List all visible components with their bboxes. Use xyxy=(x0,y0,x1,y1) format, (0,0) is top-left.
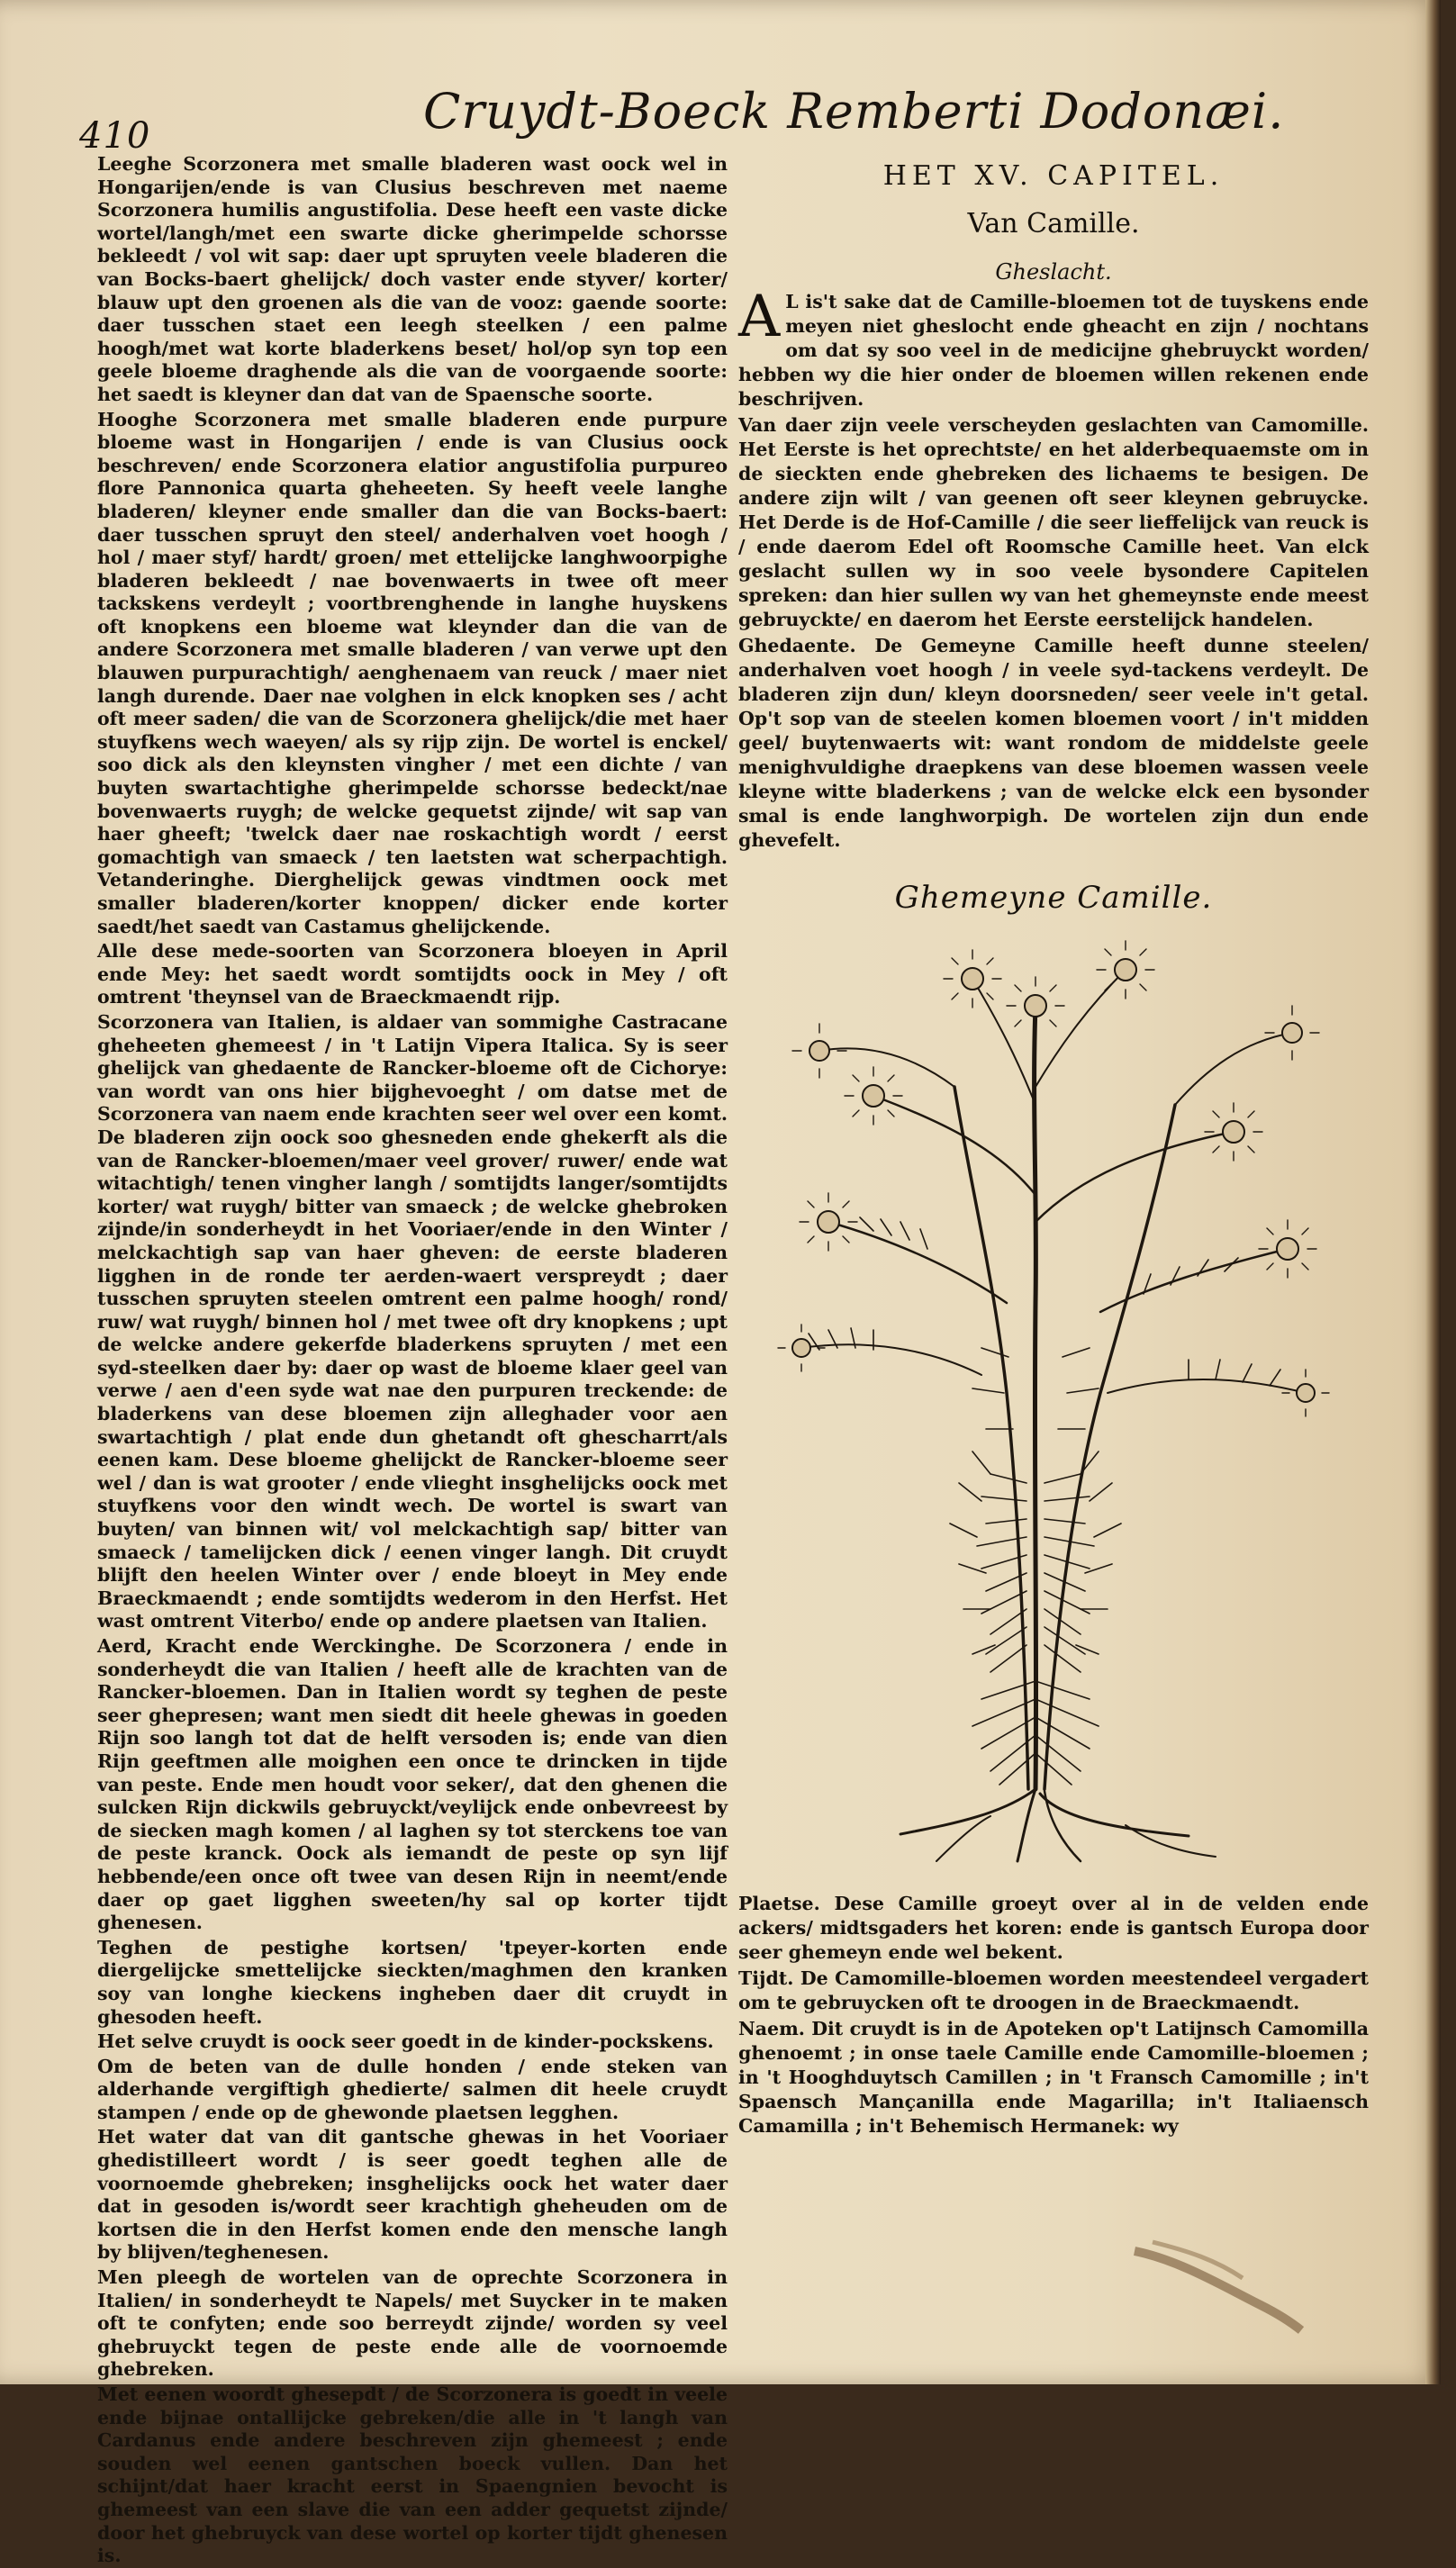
right-column xyxy=(738,153,1369,2224)
intro-text xyxy=(738,284,1369,853)
intro-paragraph xyxy=(738,284,1369,411)
plant-caption: Ghemeyne Camille. xyxy=(894,880,1213,916)
lower-paragraph: Plaetse. Dese Camille groeyt over al in de velden ende ackers/ midtsgaders het koren: ende is gantsch Europa door seer ghemeyn ende wel bekent. xyxy=(738,1893,1369,1963)
page-number: 410 xyxy=(79,115,151,157)
chapter-heading: HET XV. CAPITEL. xyxy=(882,160,1225,192)
header-title: Cruydt-Boeck Remberti Dodonæi. xyxy=(423,83,1285,140)
left-paragraph: Leeghe Scorzonera met smalle bladeren wast oock wel in Hongarijen/ende is van Clusius beschreven met naeme Scorzonera humilis angustifolia. Dese heeft een vaste dicke wortel/langh/met een swarte dicke gherimpelde schorsse bekleedt / vol wit sap: daer upt spruyten veele bladeren die van Bocks-baert ghelijck/ doch vaster ende styver/ korter/ blauw upt den groenen als die van de vooz: gaende soorte: daer tusschen staet een leegh steelken / een palme hoogh/met wat korte bladerkens beset/ hol/op syn top een geele bloeme draghende als die van de voorgaende soorte: het saedt is kleyner dan dat van de Spaensche soorte. xyxy=(97,153,728,405)
left-paragraph: Alle dese mede-soorten van Scorzonera bloeyen in April ende Mey: het saedt wordt somtijdts oock in Mey / oft omtrent 'theynsel van de Braeckmaendt rijp. xyxy=(97,940,728,1008)
left-paragraph: Teghen de pestighe kortsen/ 'tpeyer-korten ende diergelijcke smettelijcke sieckten/maghmen den kranken soy van longhe kieckens ingheben daer dit cruydt in ghesoden heeft. xyxy=(97,1936,728,2028)
left-paragraph: Hooghe Scorzonera met smalle bladeren ende purpure bloeme wast in Hongarijen / ende is van Clusius oock beschreven/ ende Scorzonera elatior angustifolia purpureo flore Pannonica quarta gheheeten. Sy heeft veele langhe bladeren/ kleyner ende smaller dan die van Bocks-baert: daer tusschen spruyt den steel/ anderhalven voet hoogh / hol / maer styf/ hardt/ groen/ met ettelijcke langhwoorpighe bladeren bekleedt / nae bovenwaerts in twee oft meer tackskens verdeylt ; voortbrenghende in langhe huyskens oft knopkens een bloeme wat kleynder dan die van de andere Scorzonera met smalle bladeren / van verwe upt den blauwen purpurachtigh/ aenghenaem van reuck / maer niet langh durende. Daer nae volghen in elck knopken ses / acht oft meer saden/ die van de Scorzonera ghelijck/die met haer stuyfkens wech waeyen/ als sy rijp zijn. De wortel is enckel/ soo dick als den kleynsten vingher / met een dichte / van buyten swartachtighe gherimpelde schorsse bedeckt/nae bovenwaerts ruygh; de welcke gequetst zijnde/ wit sap van haer gheeft; 'twelck daer nae roskachtigh wordt / eerst gomachtigh van smaeck / ten laetsten wat scherpachtigh. Vetanderinghe. Dierghelijck gewas vindtmen oock met smaller bladeren/korter knoppen/ dicker ende korter saedt/het saedt van Castamus ghelijckende. xyxy=(97,408,728,937)
intro-paragraph: Van daer zijn veele verscheyden geslachten van Camomille. Het Eerste is het oprechtste/ en het alderbequaemste om in de sieckten ende ghebreken des lichaems te besigen. De andere zijn wilt / van geenen oft seer kleynen gebruycke. Het Derde is de Hof-Camille / die seer lieffelijck van reuck is / ende daerom Edel oft Roomsche Camille heet. Van elck geslacht sullen wy in soo veele bysondere Capitelen spreken: dan hier sullen wy van het ghemeynste ende meest gebruyckte/ en daerom het Eerste eerstelijck handelen. xyxy=(738,414,1369,630)
drop-cap: A xyxy=(738,284,781,350)
left-paragraph: Scorzonera van Italien, is aldaer van sommighe Castracane gheheeten ghemeest / in 't Latijn Vipera Italica. Sy is seer ghelijck van ghedaente de Rancker-bloeme oft de Cichorye: van wordt van ons hier bijghevoeght / om datse met de Scorzonera van naem ende krachten seer wel over een komt. De bladeren zijn oock soo ghesneden ende ghekerft als die van de Rancker-bloemen/maer veel grover/ ruwer/ ende wat witachtigh/ tenen vingher langh / somtijdts langer/somtijdts korter/ wat ruygh/ bitter van smaeck ; de welcke ghebroken zijnde/in sonderheydt in het Vooriaer/ende in den Winter / melckachtigh sap van haer gheven: de eerste bladeren ligghen in de ronde ter aerden-waert verspreydt ; daer tusschen spruyten steelen omtrent een palme hoogh/ rond/ ruw/ wat ruygh/ binnen hol / met twee oft dry knopkens ; upt de welcke andere gekerfde bladerkens spruyten / met een syd-steelken daer by: daer op wast de bloeme klaer geel van verwe / aen d'een syde wat nae den purpuren treckende: de bladerkens van dese bloemen zijn alleghader voor aen swartachtigh / plat ende dun ghetandt oft ghescharrt/als eenen kam. Dese bloeme ghelijckt de Rancker-bloeme seer wel / dan is wat grooter / ende vlieght insghelijcks oock met stuyfkens voor den windt wech. De wortel is swart van buyten/ van binnen wit/ vol melckachtigh sap/ bitter van smaeck / tamelijcken dick / eenen vinger langh. Dit cruydt blijft den heelen Winter over / ende bloeyt in Mey ende Braeckmaendt ; ende somtijdts wederom in den Herfst. Het wast omtrent Viterbo/ ende op andere plaetsen van Italien. xyxy=(97,1010,728,1632)
chamomile-woodcut-svg xyxy=(765,925,1342,1870)
chamomile-woodcut-illustration xyxy=(765,925,1342,1870)
left-paragraph: Het selve cruydt is oock seer goedt in de kinder-pockskens. xyxy=(97,2030,714,2053)
page-edge xyxy=(1425,0,1441,2384)
lower-text xyxy=(738,1892,1369,2138)
left-paragraph: Om de beten van de dulle honden / ende steken van alderhande vergiftigh ghedierte/ salmen dit heele cruydt stampen / ende op de ghewonde plaetsen legghen. xyxy=(97,2055,728,2123)
intro-paragraph: Ghedaente. De Gemeyne Camille heeft dunne steelen/ anderhalven voet hoogh / in veele syd-tackens verdeylt. De bladeren zijn dun/ kleyn doorsneden/ seer veele in't getal. Op't sop van de steelen komen bloemen voort / in't midden geel/ buytenwaerts wit: want rondom de middelste geele menighvuldighe draepkens van dese bloemen wassen veele kleyne witte bladerkens ; van de welcke elck een bysonder smal is ende langhworpigh. De wortelen zijn dun ende ghevefelt. xyxy=(738,635,1369,851)
running-head xyxy=(63,72,1396,157)
left-column xyxy=(97,153,728,2567)
lower-paragraph: Tijdt. De Camomille-bloemen worden meestendeel vergadert om te gebruycken oft te droogen in de Braeckmaendt. xyxy=(738,1967,1369,2013)
lower-paragraph: Naem. Dit cruydt is in de Apoteken op't Latijnsch Camomilla ghenoemt ; in onse taele Camille ende Camomille-bloemen ; in 't Hooghduytsch Camillen ; in 't Fransch Camomille ; in't Spaensch Mançanilla ende Magarilla; in't Italiaensch Camamilla ; in't Behemisch Hermanek: wy xyxy=(738,2018,1369,2137)
stain-mark xyxy=(1126,2233,1306,2332)
section-label: Gheslacht. xyxy=(995,259,1112,285)
left-paragraph: Het water dat van dit gantsche ghewas in het Vooriaer ghedistilleert wordt / is seer goedt teghen alle de voornoemde ghebreken; insghelijcks oock het water daer dat in gesoden is/wordt seer krachtigh gheheuden om de kortsen die in den Herfst komen ende den mensche langh by blijven/teghenesen. xyxy=(97,2126,728,2264)
left-paragraph: Aerd, Kracht ende Werckinghe. De Scorzonera / ende in sonderheydt die van Italien / heeft alle de krachten van de Rancker-bloemen. Dan in Italien wordt sy teghen de peste seer ghepresen; want men siedt dit heele ghewas in goeden Rijn soo langh tot dat de helft versoden is; ende van dien Rijn geeftmen alle moighen een once te drincken in tijde van peste. Ende men houdt voor seker/, dat den ghenen die sulcken Rijn dickwils gebruyckt/veylijck ende onbevreest by de siecken magh komen / al laghen sy tot sterckens toe van de peste kranck. Oock als iemandt de peste op syn lijf hebbende/een once oft twee van desen Rijn in neemt/ende daer op gaet ligghen sweeten/hy sal op korter tijdt ghenesen. xyxy=(97,1635,728,1934)
left-paragraph: Men pleegh de wortelen van de oprechte Scorzonera in Italien/ in sonderheydt te Napels/ met Suycker in te maken oft te confyten; ende soo berreydt zijnde/ worden sy veel ghebruyckt tegen de peste ende alle de voornoemde ghebreken. xyxy=(97,2266,728,2381)
intro-paragraph-text: L is't sake dat de Camille-bloemen tot de tuyskens ende meyen niet gheslocht ende gheacht en zijn / nochtans om dat sy soo veel in de medicijne ghebruyckt worden/ hebben wy die hier onder de bloemen willen rekenen ende beschrijven. xyxy=(738,291,1369,410)
chapter-subtitle: Van Camille. xyxy=(967,208,1140,240)
left-paragraph: Met eenen woordt ghesepdt / de Scorzonera is goedt in veele ende bijnae ontallijcke gebreken/die alle in 't langh van Cardanus ende andere beschreven zijn ghemeest ; ende souden wel eenen gantschen boeck vullen. Dan het schijnt/dat haer kracht eerst in Spaengnien bevocht is ghemeest van een slave die van een adder gequetst zijnde/ door het ghebruyck van dese wortel op korter tijdt ghenesen is. xyxy=(97,2383,728,2567)
